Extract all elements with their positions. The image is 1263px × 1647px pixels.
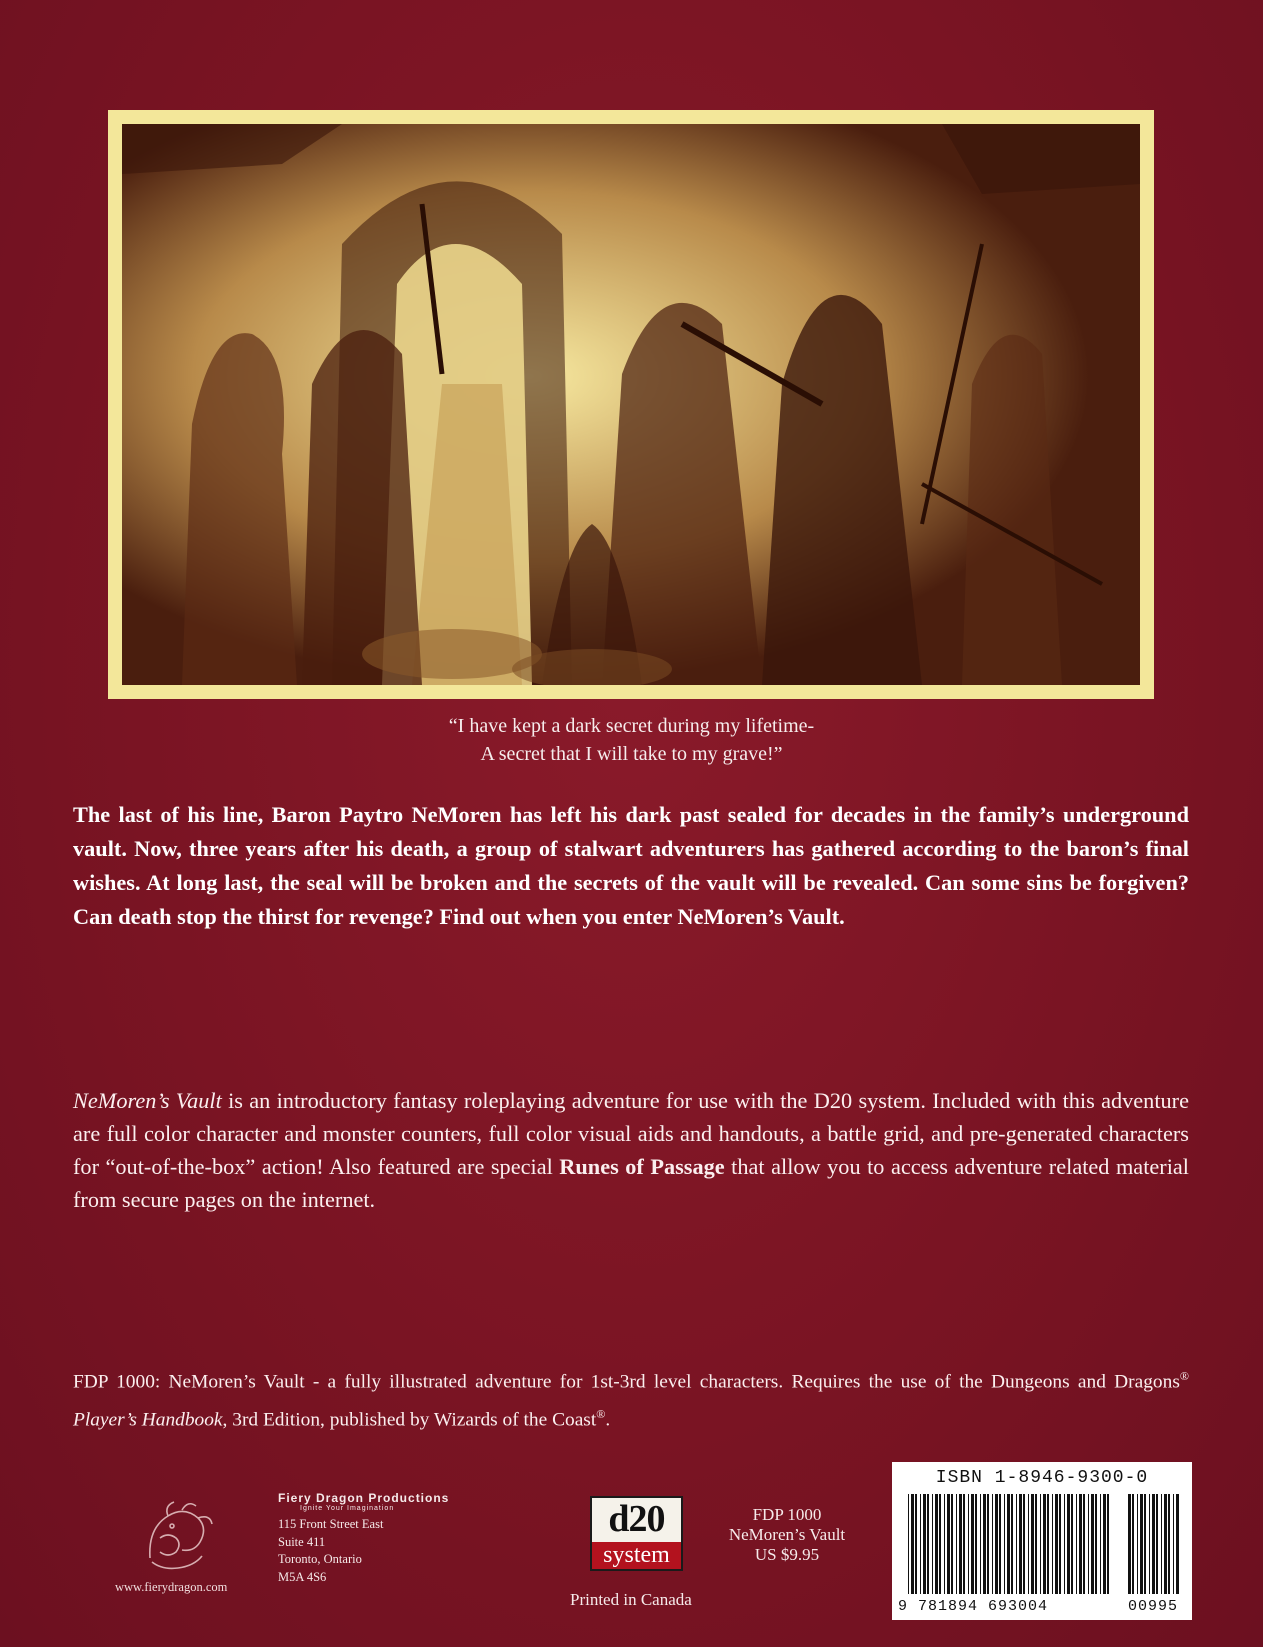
barcode-bar [1016,1494,1017,1594]
barcode-bar [959,1494,962,1594]
barcode-bar [1004,1494,1005,1594]
barcode-bar [1028,1494,1029,1594]
barcode-bar [1107,1494,1109,1594]
barcode-bar [920,1494,921,1594]
barcode-bar [947,1494,950,1594]
barcode-bar [1067,1494,1070,1594]
barcode-bar [1055,1494,1058,1594]
barcode-bar [1173,1494,1174,1594]
barcode-bar [1164,1494,1167,1594]
barcode-bar [1023,1494,1025,1594]
barcode-bar [1079,1494,1082,1594]
barcode-bar [1152,1494,1155,1594]
barcode-bar [911,1494,914,1594]
barcode-bar [1137,1494,1138,1594]
runes-of-passage-bold: Runes of Passage [559,1154,725,1179]
barcode-bar [923,1494,926,1594]
quote-caption [0,712,1263,768]
barcode-bar [1043,1494,1046,1594]
barcode-bar [968,1494,969,1594]
description-text-2: that allow you to access adventure related material from secure pages on the internet. [73,1154,1189,1212]
barcode-bar [971,1494,974,1594]
illustration-frame [108,110,1154,699]
requirements-note [73,1360,1189,1437]
barcode-bar [1059,1494,1061,1594]
story-blurb: The last of his line, Baron Paytro NeMoren has left his dark past sealed for decades in the family’s underground vault. Now, three years after his death, a group of stalwart adventurers has gathered according to the baron’s final wishes. At long last, the seal will be broken and the secrets of the vault will be revealed. Can some sins be forgiven? Can death stop the thirst for revenge? Find out when you enter NeMoren’s Vault. [73,802,1189,929]
barcode-bar [1007,1494,1010,1594]
printed-in-label: Printed in Canada [570,1590,692,1609]
barcode-bar [915,1494,917,1594]
quote-line-2: A secret that I will take to my grave!” [480,743,783,765]
barcode-bar [987,1494,989,1594]
registered-mark: ® [596,1407,606,1422]
barcode-bar [1035,1494,1037,1594]
barcode-bar [939,1494,941,1594]
barcode-bar [1168,1494,1170,1594]
barcode-main-number: 9 781894 693004 [898,1598,1049,1615]
barcode-bar [1132,1494,1134,1594]
barcode-bar [983,1494,986,1594]
registered-mark: ® [1179,1369,1189,1383]
quote-line-1: “I have kept a dark secret during my lifetime- [448,715,815,737]
barcode-bar [1149,1494,1150,1594]
product-code: FDP 1000 [752,1505,822,1524]
product-name: NeMoren’s Vault [728,1525,846,1544]
product-description [73,1084,1189,1216]
barcode-bar [1140,1494,1143,1594]
barcode-bar [1083,1494,1085,1594]
barcode-bar [944,1494,945,1594]
d20-system-logo [590,1496,683,1571]
publisher-tagline: Ignite Your Imagination [300,1505,395,1512]
barcode-bar [1095,1494,1097,1594]
publisher-info [278,1491,449,1586]
description-text-1: is an introductory fantasy roleplaying adventure for use with the D20 system. Included with this adventure are full color character and monster counters, full color visual aids and handouts, a battle grid, and pre-generated characters for “out-of-the-box” action! Also featured are special [73,1088,1189,1179]
barcode-bar [1161,1494,1162,1594]
barcode-bar [992,1494,993,1594]
barcode-bar [963,1494,965,1594]
product-title-italic: NeMoren’s Vault [73,1088,222,1113]
dungeon-scene-image [122,124,1140,685]
d20-logo-top: d20 [608,1498,665,1540]
barcode-bar [1100,1494,1101,1594]
requirements-text-3: . [605,1409,611,1431]
barcode-bar [1052,1494,1053,1594]
address-line: Toronto, Ontario [278,1552,362,1566]
barcode-bar [975,1494,977,1594]
barcode-bar [1076,1494,1077,1594]
players-handbook-italic: Player’s Handbook [73,1409,223,1431]
barcode-bar [1103,1494,1106,1594]
barcode-bar [951,1494,953,1594]
isbn-number: ISBN 1-8946-9300-0 [935,1468,1149,1488]
d20-logo-bottom: system [592,1542,681,1569]
barcode-bar [908,1494,909,1594]
requirements-text-1: FDP 1000: NeMoren’s Vault - a fully illustrated adventure for 1st-3rd level characters. Requires the use of the Dungeons and Dragons [73,1371,1180,1393]
adventurers-illustration [122,124,1140,685]
requirements-text-2: , 3rd Edition, published by Wizards of the Coast [222,1409,597,1431]
publisher-name [278,1491,449,1505]
barcode-bar [980,1494,981,1594]
barcode-bar [956,1494,957,1594]
barcode-bar [1176,1494,1179,1594]
address-line: M5A 4S6 [278,1569,327,1584]
barcode-bar [1011,1494,1013,1594]
barcode-bar [1128,1494,1131,1594]
barcode-bar [1047,1494,1049,1594]
barcode-bar [1040,1494,1041,1594]
address-line: 115 Front Street East [278,1517,384,1531]
dragon-logo-icon [138,1498,216,1576]
publisher-name-text: Fiery Dragon Productions [278,1491,450,1505]
barcode-bar [995,1494,998,1594]
price-block [712,1505,862,1565]
barcode-bar [1144,1494,1146,1594]
isbn-barcode [892,1462,1192,1620]
publisher-address [278,1516,449,1586]
barcode-bar [1156,1494,1158,1594]
barcode-bar [927,1494,929,1594]
barcode-bar [935,1494,938,1594]
barcode-bars [892,1462,1192,1620]
barcode-bar [999,1494,1001,1594]
barcode-bar [1031,1494,1034,1594]
barcode-bar [1064,1494,1065,1594]
address-line: Suite 411 [278,1534,326,1549]
barcode-addon-number: 00995 [1128,1598,1179,1615]
website-link[interactable]: www.fierydragon.com [115,1580,228,1594]
barcode-bar [1088,1494,1089,1594]
barcode-bar [1071,1494,1073,1594]
barcode-bar [1019,1494,1022,1594]
barcode-bar [1091,1494,1094,1594]
price: US $9.95 [754,1545,820,1564]
barcode-bar [932,1494,933,1594]
